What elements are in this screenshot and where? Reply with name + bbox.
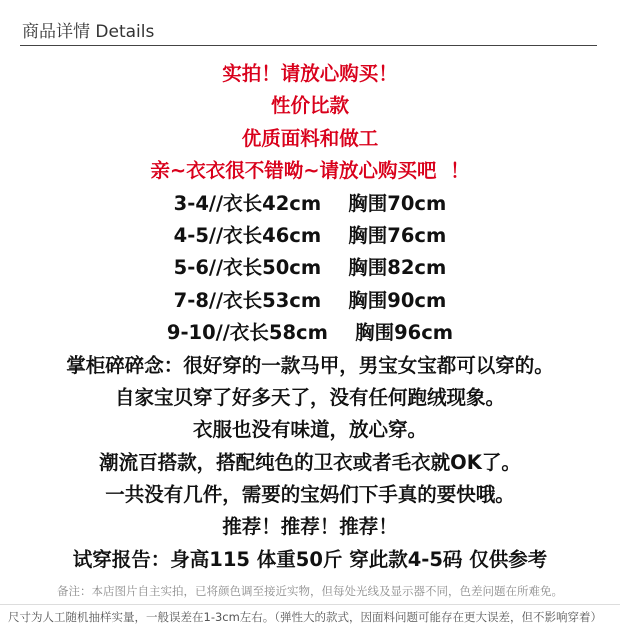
measurement-note: 尺寸为人工随机抽样实量，一般误差在1-3cm左右。（弹性大的款式，因面料问题可能存在更大误差，但不影响穿着） xyxy=(8,610,603,624)
highlight-line: 优质面料和做工 xyxy=(241,126,379,150)
highlight-line: 实拍！请放心购买！ xyxy=(222,62,398,85)
remark-line: 潮流百搭款，搭配纯色的卫衣或者毛衣就OK了。 xyxy=(99,450,521,474)
product-details-body xyxy=(0,58,620,576)
remark-line: 推荐！推荐！推荐！ xyxy=(222,515,398,539)
size-line: 4-5//衣长46cm 胸围76cm xyxy=(173,223,447,247)
disclaimer-note: 备注：本店图片自主实拍，已将颜色调至接近实物，但每处光线及显示器不同，色差问题在所难免。 xyxy=(57,584,563,598)
page-header-title: 商品详情 Details xyxy=(22,22,155,42)
highlight-line: 亲~衣衣很不错呦~请放心购买吧 ！ xyxy=(150,159,470,183)
size-line: 7-8//衣长53cm 胸围90cm xyxy=(173,288,447,312)
size-line: 3-4//衣长42cm 胸围70cm xyxy=(173,191,447,215)
size-line: 9-10//衣长58cm 胸围96cm xyxy=(166,321,454,345)
footer-divider xyxy=(0,604,620,605)
header-divider xyxy=(20,45,597,46)
remark-line: 掌柜碎碎念：很好穿的一款马甲，男宝女宝都可以穿的。 xyxy=(66,353,554,377)
size-line: 5-6//衣长50cm 胸围82cm xyxy=(173,256,447,280)
remark-line: 一共没有几件，需要的宝妈们下手真的要快哦。 xyxy=(105,483,515,507)
remark-line: 自家宝贝穿了好多天了，没有任何跑绒现象。 xyxy=(114,385,505,409)
trial-report-line: 试穿报告：身高115 体重50斤 穿此款4-5码 仅供参考 xyxy=(72,547,548,571)
remark-line: 衣服也没有味道，放心穿。 xyxy=(192,418,427,442)
highlight-line: 性价比款 xyxy=(270,94,349,118)
